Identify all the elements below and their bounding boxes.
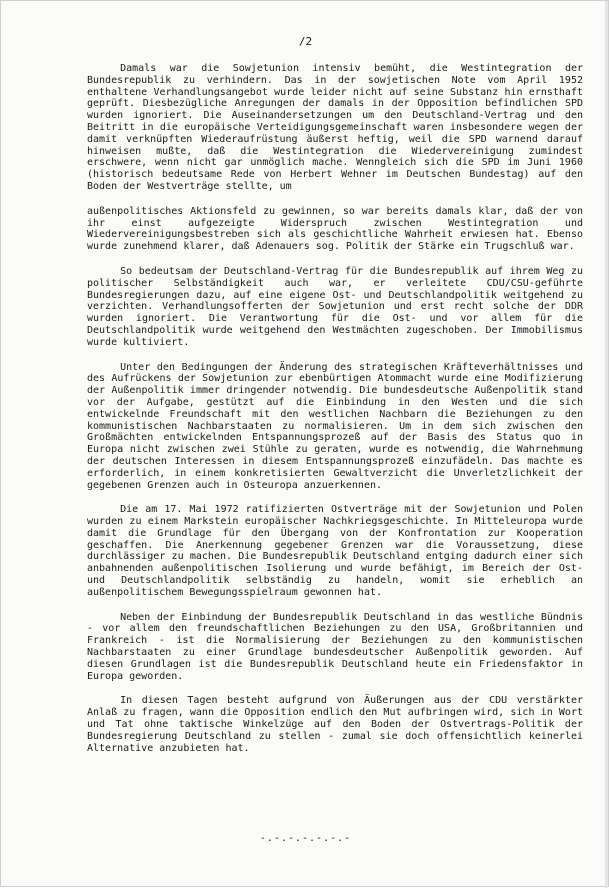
paragraph-ostvertraege: Die am 17. Mai 1972 ratifizierten Ostverträge mit der Sowjetunion und Polen wurden zu einem Markstein europäischer Nachkriegsgeschichte. In Mitteleuropa wurde damit die Grundlage für den Übergang von der Konfrontation zur Kooperation geschaffen. Die Anerkennung gegebener Grenzen war die Voraussetzung, diese durchlässiger zu machen. Die Bundesrepublik Deutschland entging dadurch einer sich anbahnenden außenpolitischen Isolierung und wurde befähigt, im Bereich der Ost- und Deutschlandpolitik selbständig zu handeln, womit sie erheblich an außenpolitischem Bewegungsspielraum gewonnen hat.: [87, 504, 583, 598]
scan-edge: [605, 1, 608, 888]
paragraph-deutschland-vertrag: So bedeutsam der Deutschland-Vertrag für die Bundesrepublik auf ihrem Weg zu politischer Selbständigkeit auch war, er verleitete CDU/CSU-geführte Bundesregierungen dazu, auf eine eigene Ost- und Deutschlandpolitik weitgehend zu verzichten. Verhandlungsofferten der Sowjetunion und erst recht solche der DDR wurden ignoriert. Die Verantwortung für die Ost- und vor allem für die Deutschlandpolitik wurde weitgehend den Westmächten zugeschoben. Der Immobilismus wurde kultiviert.: [87, 265, 583, 348]
paragraph-westintegration: Damals war die Sowjetunion intensiv bemüht, die Westintegration der Bundesrepublik zu verhindern. Das in der sowjetischen Note vom April 1952 enthaltene Verhandlungsangebot wurde leider nicht auf seine Substanz hin ernsthaft geprüft. Diesbezügliche Anregungen der damals in der Opposition befindlichen SPD wurden ignoriert. Die Auseinandersetzungen um den Deutschland-Vertrag und den Beitritt in die europäische Verteidigungsgemeinschaft waren insbesondere wegen der damit verknüpften Wiederaufrüstung äußerst heftig, weil die SPD warnend darauf hinweisen mußte, daß die Westintegration die Wiedervereinigung zumindest erschwere, wenn nicht gar unmöglich mache. Wenngleich sich die SPD im Juni 1960 (historisch bedeutsame Rede von Herbert Wehner im Deutschen Bundestag) auf den Boden der Westverträge stellte, um: [87, 63, 583, 192]
document-body: [87, 63, 583, 767]
paragraph-opposition: In diesen Tagen besteht aufgrund von Äußerungen aus der CDU verstärkter Anlaß zu fragen, wann die Opposition endlich den Mut aufbringen wird, sich in Wort und Tat ohne taktische Winkelzüge auf den Boden der Ostvertrags-Politik der Bundesregierung Deutschland zu stellen - zumal sie doch offensichtlich keinerlei Alternative anzubieten hat.: [87, 695, 583, 754]
paragraph-einbindung: Neben der Einbindung der Bundesrepublik Deutschland in das westliche Bündnis - vor allem den freundschaftlichen Beziehungen zu den USA, Großbritannien und Frankreich - ist die Normalisierung der Beziehungen zu den kommunistischen Nachbarstaaten zu einer Grundlage bundesdeutscher Außenpolitik geworden. Auf diesen Grundlagen ist die Bundesrepublik Deutschland heute ein Friedensfaktor in Europa geworden.: [87, 611, 583, 682]
end-of-text-mark: -.-.-.-.-.-.-: [259, 833, 352, 844]
paragraph-kraefteverhaeltnis: Unter den Bedingungen der Änderung des strategischen Kräfteverhältnisses und des Aufrückens der Sowjetunion zur ebenbürtigen Atommacht wurde eine Modifizierung der Außenpolitik immer dringender notwendig. Die bundesdeutsche Außenpolitik stand vor der Aufgabe, gestützt auf die Einbindung in den Westen und die sich entwickelnde Freundschaft mit den westlichen Nachbarn die Beziehungen zu den kommunistischen Nachbarstaaten zu normalisieren. Um in dem sich zwischen den Großmächten entwickelnden Entspannungsprozeß auf der Basis des Status quo in Europa nicht zwischen zwei Stühle zu geraten, wurde es notwendig, die Wahrnehmung der deutschen Interessen in diesem Entspannungsprozeß einzufädeln. Das machte es erforderlich, in einem konkretisierten Gewaltverzicht die Unverletzlichkeit der gegebenen Grenzen auch in Osteuropa anzuerkennen.: [87, 361, 583, 491]
page-number: /2: [298, 35, 313, 48]
paragraph-aktionsfeld: außenpolitisches Aktionsfeld zu gewinnen, so war bereits damals klar, daß der von ihr einst aufgezeigte Widerspruch zwischen Westintegration und Wiedervereinigungsbestreben sich als geschichtliche Wahrheit erwiesen hat. Ebenso wurde zunehmend klarer, daß Adenauers sog. Politik der Stärke ein Trugschluß war.: [87, 205, 583, 253]
